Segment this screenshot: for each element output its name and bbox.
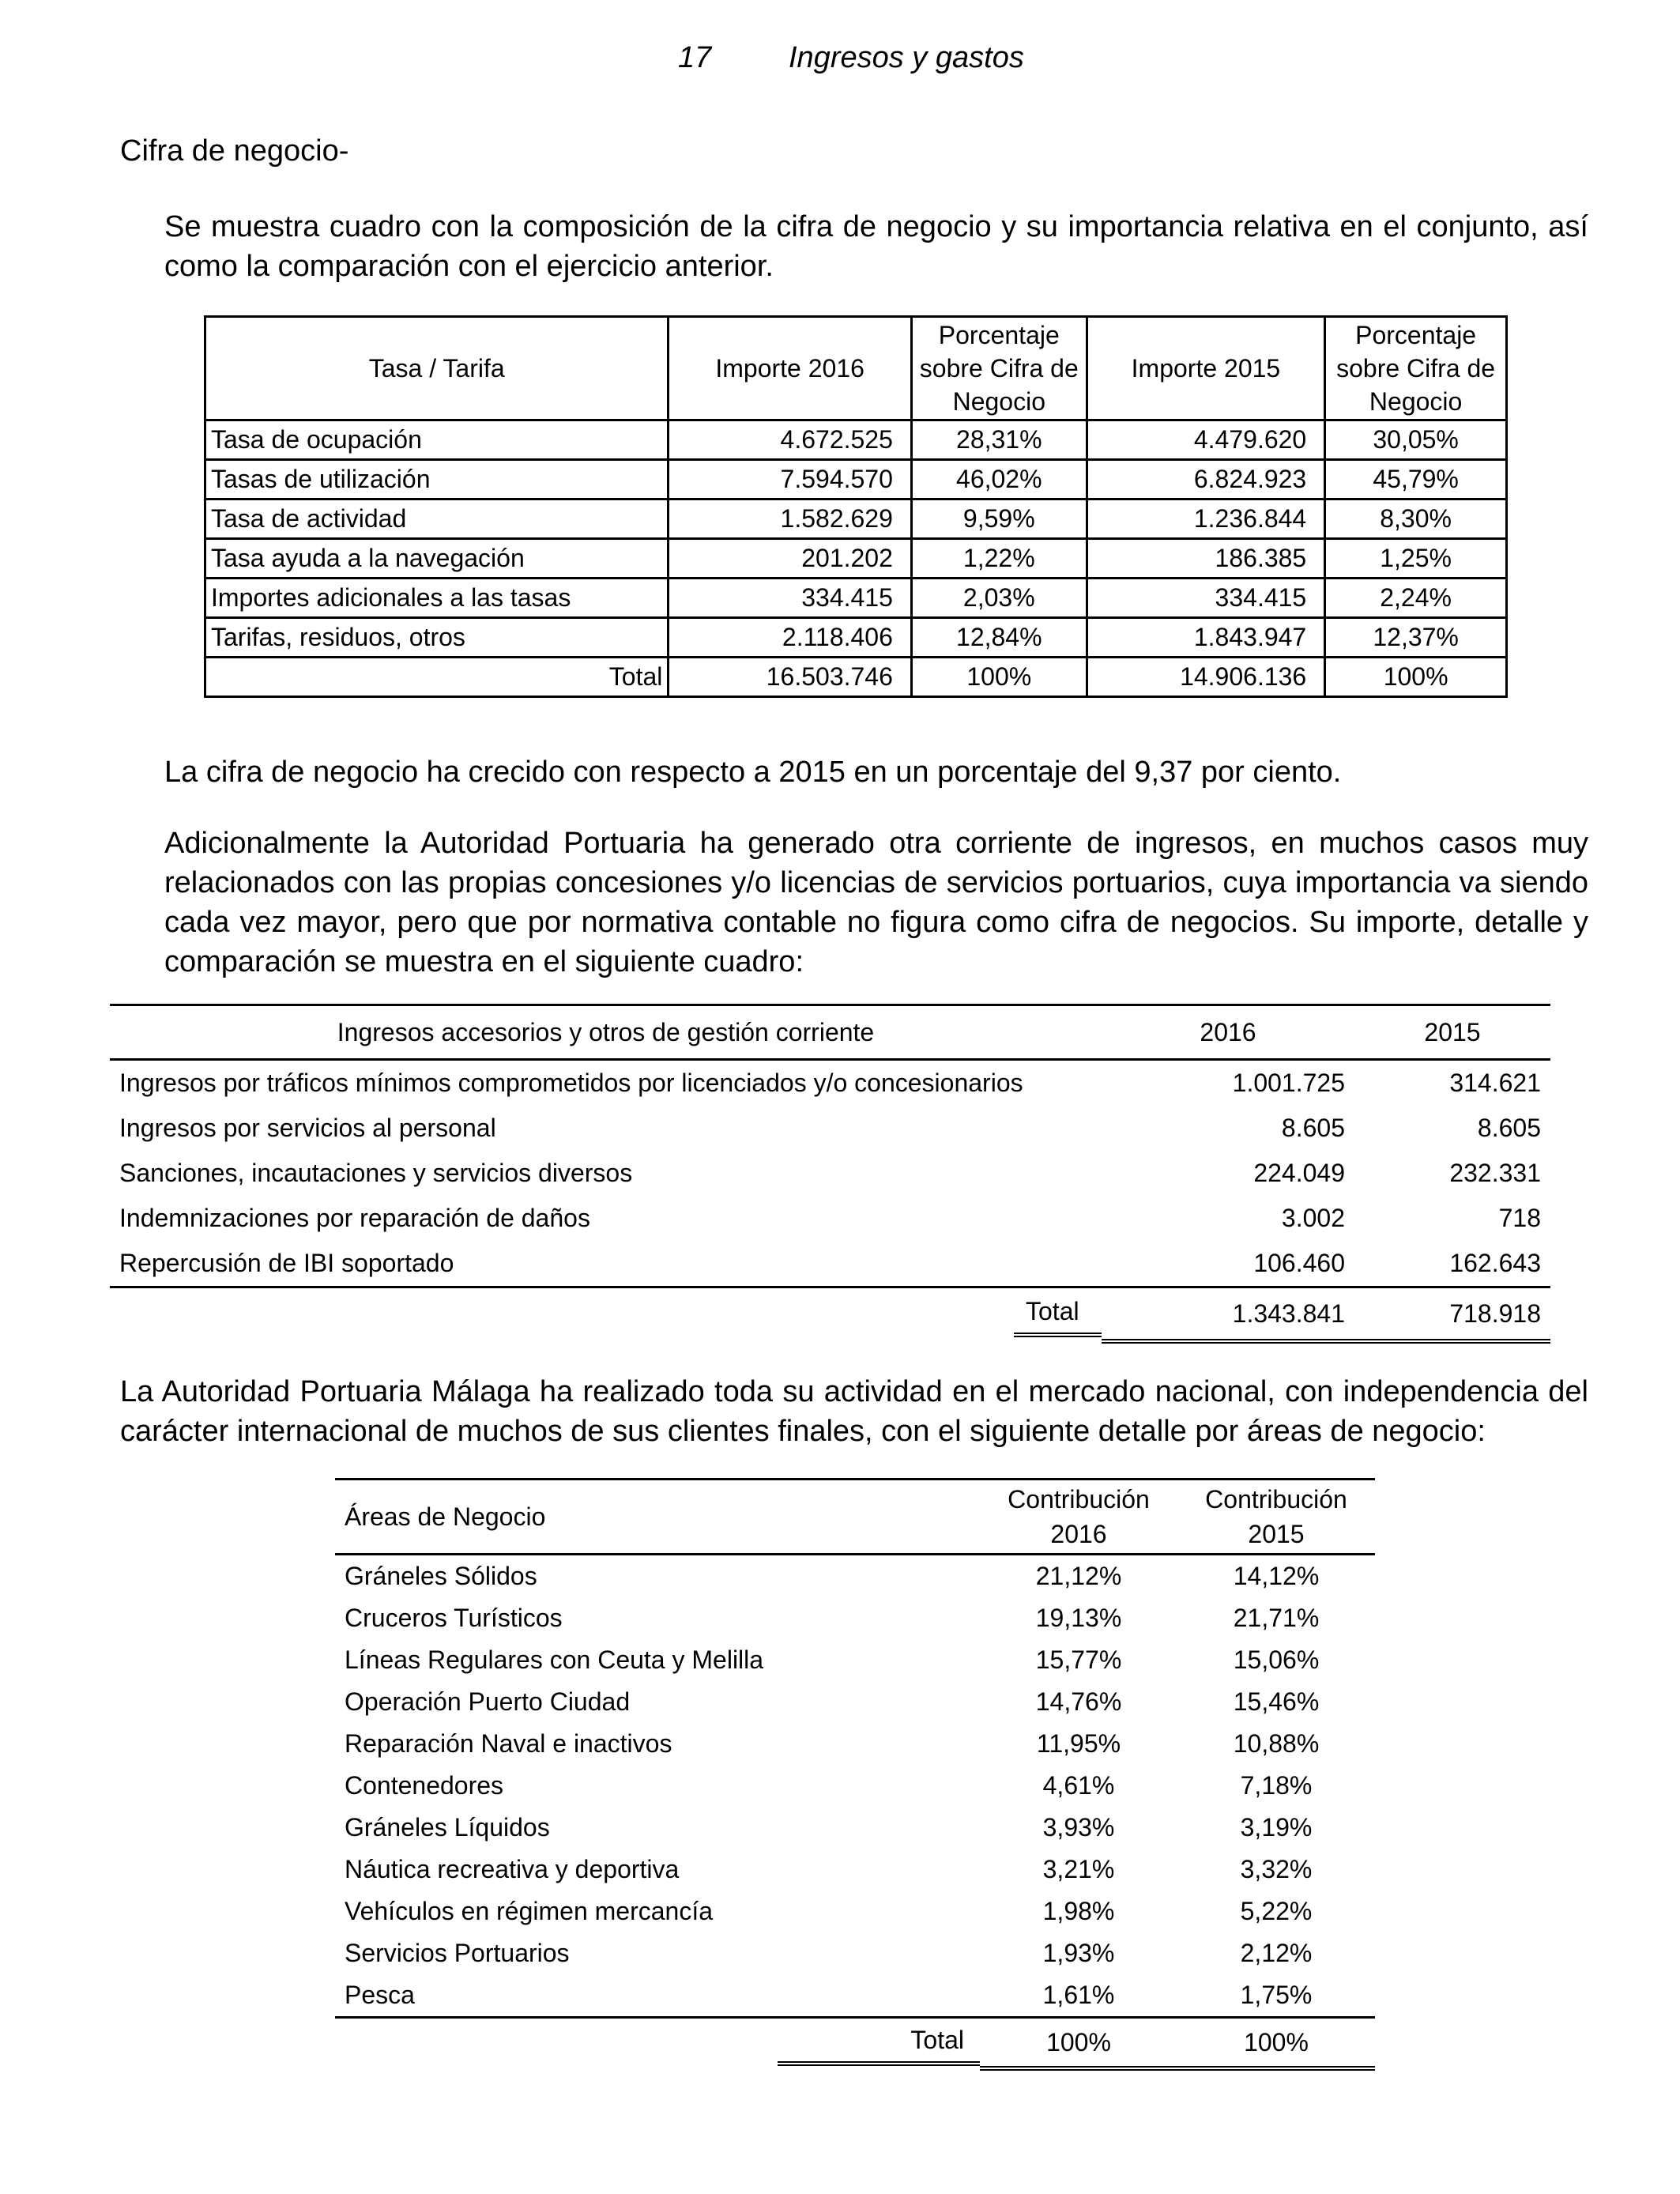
value-2016: 11,95% — [1036, 1729, 1121, 1758]
total-row — [335, 2018, 1375, 2069]
value-2016: 1,93% — [1042, 1939, 1115, 1967]
row-label: Operación Puerto Ciudad — [345, 1687, 631, 1716]
value-2016: 3,21% — [1042, 1855, 1115, 1883]
header-2016: 2016 — [1102, 1005, 1354, 1060]
importe-2016: 1.582.629 — [669, 499, 912, 539]
total-2015: 100% — [1177, 2018, 1375, 2069]
value-2016: 19,13% — [1035, 1604, 1122, 1632]
row-label: Tasa de ocupación — [205, 420, 669, 460]
table-row — [335, 1723, 1375, 1765]
row-label: Reparación Naval e inactivos — [345, 1729, 672, 1758]
porcentaje-2016: 9,59% — [911, 499, 1087, 539]
total-row — [110, 1287, 1550, 1342]
page-number: 17 — [678, 41, 712, 74]
porcentaje-2015: 12,37% — [1325, 618, 1507, 658]
importe-2015: 4.479.620 — [1087, 420, 1325, 460]
importe-2016: 7.594.570 — [669, 460, 912, 499]
total-2015: 718.918 — [1354, 1287, 1550, 1342]
value-2016: 1,98% — [1042, 1897, 1115, 1925]
importe-2015: 186.385 — [1087, 539, 1325, 579]
total-porcentaje-2016: 100% — [911, 658, 1087, 697]
porcentaje-2015: 1,25% — [1325, 539, 1507, 579]
importe-2016: 201.202 — [669, 539, 912, 579]
table-row — [335, 1891, 1375, 1932]
value-2015: 8.605 — [1477, 1114, 1541, 1142]
value-2016: 14,76% — [1035, 1687, 1122, 1716]
importe-2015: 1.236.844 — [1087, 499, 1325, 539]
row-label: Gráneles Sólidos — [345, 1562, 537, 1590]
row-label: Ingresos por servicios al personal — [119, 1114, 496, 1142]
importe-2015: 6.824.923 — [1087, 460, 1325, 499]
value-2016: 3,93% — [1042, 1813, 1115, 1842]
header-importe-2015: Importe 2015 — [1087, 317, 1325, 420]
total-label: Total — [205, 658, 669, 697]
row-label: Líneas Regulares con Ceuta y Melilla — [345, 1646, 764, 1674]
header-tasa-tarifa: Tasa / Tarifa — [205, 317, 669, 420]
chapter-title: Ingresos y gastos — [789, 41, 1024, 74]
page-header — [0, 41, 1680, 81]
table-row — [110, 1060, 1550, 1106]
row-label: Servicios Portuarios — [345, 1939, 570, 1967]
table-row — [335, 1597, 1375, 1639]
total-row — [205, 658, 1507, 697]
porcentaje-2016: 28,31% — [911, 420, 1087, 460]
table-row — [205, 618, 1507, 658]
table-row — [110, 1196, 1550, 1241]
table-row — [205, 579, 1507, 618]
porcentaje-2016: 1,22% — [911, 539, 1087, 579]
porcentaje-2015: 2,24% — [1325, 579, 1507, 618]
value-2015: 5,22% — [1240, 1897, 1313, 1925]
value-2015: 1,75% — [1177, 1974, 1375, 2018]
value-2016: 8.605 — [1281, 1114, 1345, 1142]
porcentaje-2016: 2,03% — [911, 579, 1087, 618]
value-2016: 1.001.725 — [1232, 1069, 1345, 1097]
row-label: Tasa ayuda a la navegación — [205, 539, 669, 579]
row-label: Sanciones, incautaciones y servicios diversos — [119, 1159, 633, 1187]
value-2015: 162.643 — [1354, 1241, 1550, 1287]
row-label: Gráneles Líquidos — [345, 1813, 550, 1842]
value-2015: 14,12% — [1233, 1562, 1320, 1590]
turnover-table — [204, 315, 1508, 698]
row-label: Indemnizaciones por reparación de daños — [119, 1204, 590, 1232]
table-row — [205, 420, 1507, 460]
total-label: Total — [778, 2021, 980, 2066]
table-row — [110, 1241, 1550, 1287]
value-2016: 3.002 — [1281, 1204, 1345, 1232]
intro-paragraph: Se muestra cuadro con la composición de la cifra de negocio y su importancia relativa en el conjunto, así como la comparación con el ejercicio anterior. — [164, 210, 1588, 283]
row-label: Contenedores — [345, 1771, 504, 1800]
market-paragraph: La Autoridad Portuaria Málaga ha realizado toda su actividad en el mercado nacional, con independencia del carácter internacional de muchos de sus clientes finales, con el siguiente detalle por áreas de negocio: — [120, 1375, 1588, 1448]
table-header-row — [205, 317, 1507, 420]
total-importe-2016: 16.503.746 — [669, 658, 912, 697]
value-2015: 15,06% — [1233, 1646, 1320, 1674]
row-label: Cruceros Turísticos — [345, 1604, 563, 1632]
row-label: Vehículos en régimen mercancía — [345, 1897, 714, 1925]
table-row — [335, 1639, 1375, 1681]
value-2016: 106.460 — [1102, 1241, 1354, 1287]
table-row — [205, 539, 1507, 579]
porcentaje-2015: 30,05% — [1325, 420, 1507, 460]
total-porcentaje-2015: 100% — [1325, 658, 1507, 697]
row-label: Importes adicionales a las tasas — [205, 579, 669, 618]
porcentaje-2015: 8,30% — [1325, 499, 1507, 539]
table-row — [335, 1849, 1375, 1891]
total-2016: 1.343.841 — [1102, 1287, 1354, 1342]
header-porcentaje-2015: Porcentaje sobre Cifra de Negocio — [1325, 317, 1507, 420]
table-row — [335, 1932, 1375, 1974]
value-2015: 21,71% — [1233, 1604, 1320, 1632]
section-title: Cifra de negocio- — [120, 134, 349, 168]
value-2015: 2,12% — [1240, 1939, 1313, 1967]
table-row — [335, 1807, 1375, 1849]
growth-paragraph: La cifra de negocio ha crecido con respecto a 2015 en un porcentaje del 9,37 por ciento. — [164, 756, 1342, 789]
header-areas: Áreas de Negocio — [335, 1480, 980, 1555]
value-2015: 7,18% — [1240, 1771, 1313, 1800]
value-2015: 10,88% — [1233, 1729, 1320, 1758]
table-row — [110, 1106, 1550, 1151]
value-2015: 718 — [1498, 1204, 1541, 1232]
importe-2016: 4.672.525 — [669, 420, 912, 460]
header-contribucion-2015: Contribución 2015 — [1177, 1480, 1375, 1555]
total-2016: 100% — [980, 2018, 1177, 2069]
value-2016: 15,77% — [1035, 1646, 1122, 1674]
row-label: Repercusión de IBI soportado — [110, 1241, 1102, 1287]
value-2016: 4,61% — [1042, 1771, 1115, 1800]
value-2015: 15,46% — [1233, 1687, 1320, 1716]
row-label: Náutica recreativa y deportiva — [345, 1855, 680, 1883]
total-label: Total — [1014, 1292, 1102, 1337]
row-label: Tasas de utilización — [205, 460, 669, 499]
additional-income-paragraph: Adicionalmente la Autoridad Portuaria ha generado otra corriente de ingresos, en muchos casos muy relacionados con las propias concesiones y/o licencias de servicios portuarios, cuya importancia va siendo cada vez mayor, pero que por normativa contable no figura como cifra de negocios. Su importe, detalle y comparación se muestra en el siguiente cuadro: — [164, 827, 1588, 978]
porcentaje-2016: 46,02% — [911, 460, 1087, 499]
porcentaje-2016: 12,84% — [911, 618, 1087, 658]
porcentaje-2015: 45,79% — [1325, 460, 1507, 499]
table-row — [205, 460, 1507, 499]
header-concept: Ingresos accesorios y otros de gestión corriente — [110, 1005, 1102, 1060]
value-2016: 21,12% — [1035, 1562, 1122, 1590]
value-2015: 3,19% — [1240, 1813, 1313, 1842]
total-importe-2015: 14.906.136 — [1087, 658, 1325, 697]
business-areas-table — [335, 1478, 1375, 2071]
importe-2015: 1.843.947 — [1087, 618, 1325, 658]
row-label: Tasa de actividad — [205, 499, 669, 539]
importe-2016: 334.415 — [669, 579, 912, 618]
table-header-row — [110, 1005, 1550, 1060]
value-2016: 1,61% — [980, 1974, 1177, 2018]
header-importe-2016: Importe 2016 — [669, 317, 912, 420]
value-2015: 3,32% — [1240, 1855, 1313, 1883]
importe-2015: 334.415 — [1087, 579, 1325, 618]
header-porcentaje-2016: Porcentaje sobre Cifra de Negocio — [911, 317, 1087, 420]
table-row — [335, 1681, 1375, 1723]
other-income-table — [110, 1004, 1550, 1344]
table-row — [205, 499, 1507, 539]
table-header-row — [335, 1480, 1375, 1555]
header-contribucion-2016: Contribución 2016 — [980, 1480, 1177, 1555]
row-label: Tarifas, residuos, otros — [205, 618, 669, 658]
table-row — [335, 1765, 1375, 1807]
row-label: Pesca — [335, 1974, 980, 2018]
importe-2016: 2.118.406 — [669, 618, 912, 658]
table-row — [110, 1151, 1550, 1196]
table-row — [335, 1974, 1375, 2018]
value-2015: 232.331 — [1449, 1159, 1541, 1187]
value-2015: 314.621 — [1449, 1069, 1541, 1097]
header-2015: 2015 — [1354, 1005, 1550, 1060]
value-2016: 224.049 — [1253, 1159, 1345, 1187]
row-label: Ingresos por tráficos mínimos comprometidos por licenciados y/o concesionarios — [119, 1069, 1023, 1097]
table-row — [335, 1555, 1375, 1598]
